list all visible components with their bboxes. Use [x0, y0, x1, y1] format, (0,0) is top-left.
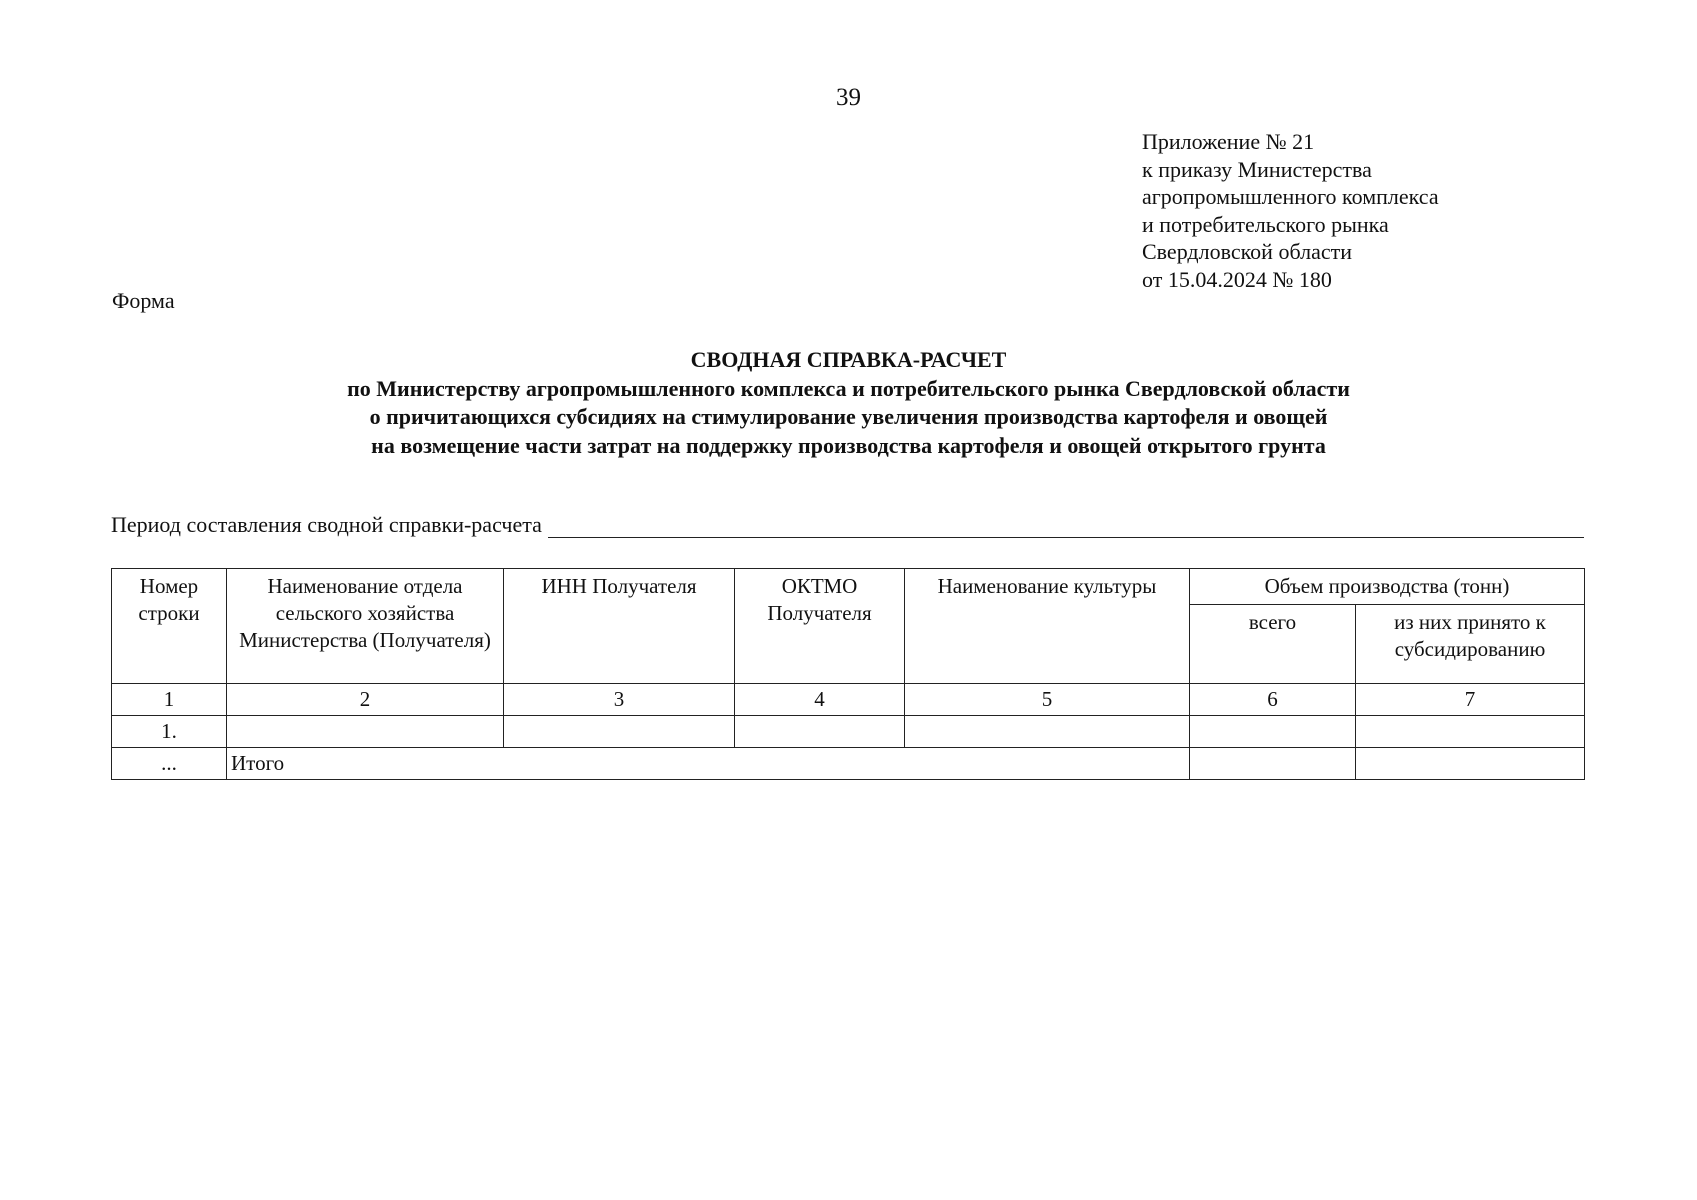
appendix-line: к приказу Министерства: [1142, 156, 1372, 182]
title-line-4: на возмещение части затрат на поддержку производства картофеля и овощей открытого грунта: [371, 432, 1326, 458]
column-number: 2: [227, 684, 504, 716]
appendix-line: Приложение № 21: [1142, 129, 1315, 154]
title-line-2: по Министерству агропромышленного комплекса и потребительского рынка Свердловской области: [347, 375, 1350, 401]
column-number: 6: [1190, 684, 1356, 716]
row-number: 1.: [112, 716, 227, 748]
page-number: 39: [836, 84, 861, 111]
total-volume-cell[interactable]: [1190, 748, 1356, 780]
appendix-line: от 15.04.2024 № 180: [1142, 266, 1332, 292]
header-volume-total: всего: [1190, 605, 1356, 684]
appendix-line: и потребительского рынка: [1142, 211, 1389, 237]
document-title: [0, 346, 1697, 460]
column-number: 1: [112, 684, 227, 716]
total-row: [112, 748, 1585, 780]
title-line-1: СВОДНАЯ СПРАВКА-РАСЧЕТ: [690, 347, 1007, 372]
column-number: 4: [735, 684, 905, 716]
total-label: Итого: [227, 748, 1190, 780]
volume-accepted-cell[interactable]: [1356, 716, 1585, 748]
header-volume-accepted: из них принято к субсидированию: [1356, 605, 1585, 684]
header-crop: Наименование культуры: [905, 569, 1190, 684]
header-row-number: Номер строки: [112, 569, 227, 684]
volume-total-cell[interactable]: [1190, 716, 1356, 748]
period-blank-line[interactable]: [548, 515, 1584, 538]
form-label: Форма: [112, 288, 175, 313]
header-volume-group: Объем производства (тонн): [1190, 569, 1585, 605]
total-row-number: ...: [112, 748, 227, 780]
header-oktmo: ОКТМО Получателя: [735, 569, 905, 684]
column-number-row: [112, 684, 1585, 716]
title-line-3: о причитающихся субсидиях на стимулирование увеличения производства картофеля и овощей: [369, 404, 1328, 429]
total-accepted-cell[interactable]: [1356, 748, 1585, 780]
summary-table: [111, 568, 1585, 780]
column-number: 7: [1356, 684, 1585, 716]
department-cell[interactable]: [227, 716, 504, 748]
crop-cell[interactable]: [905, 716, 1190, 748]
appendix-line: Свердловской области: [1142, 239, 1352, 264]
inn-cell[interactable]: [504, 716, 735, 748]
period-label: Период составления сводной справки-расчета: [111, 512, 542, 537]
column-number: 3: [504, 684, 735, 716]
appendix-line: агропромышленного комплекса: [1142, 184, 1439, 209]
header-department: Наименование отдела сельского хозяйства Министерства (Получателя): [227, 569, 504, 684]
column-number: 5: [905, 684, 1190, 716]
table-row: [112, 716, 1585, 748]
period-field: [111, 512, 1584, 538]
header-inn: ИНН Получателя: [504, 569, 735, 684]
oktmo-cell[interactable]: [735, 716, 905, 748]
appendix-reference: [1142, 128, 1439, 293]
